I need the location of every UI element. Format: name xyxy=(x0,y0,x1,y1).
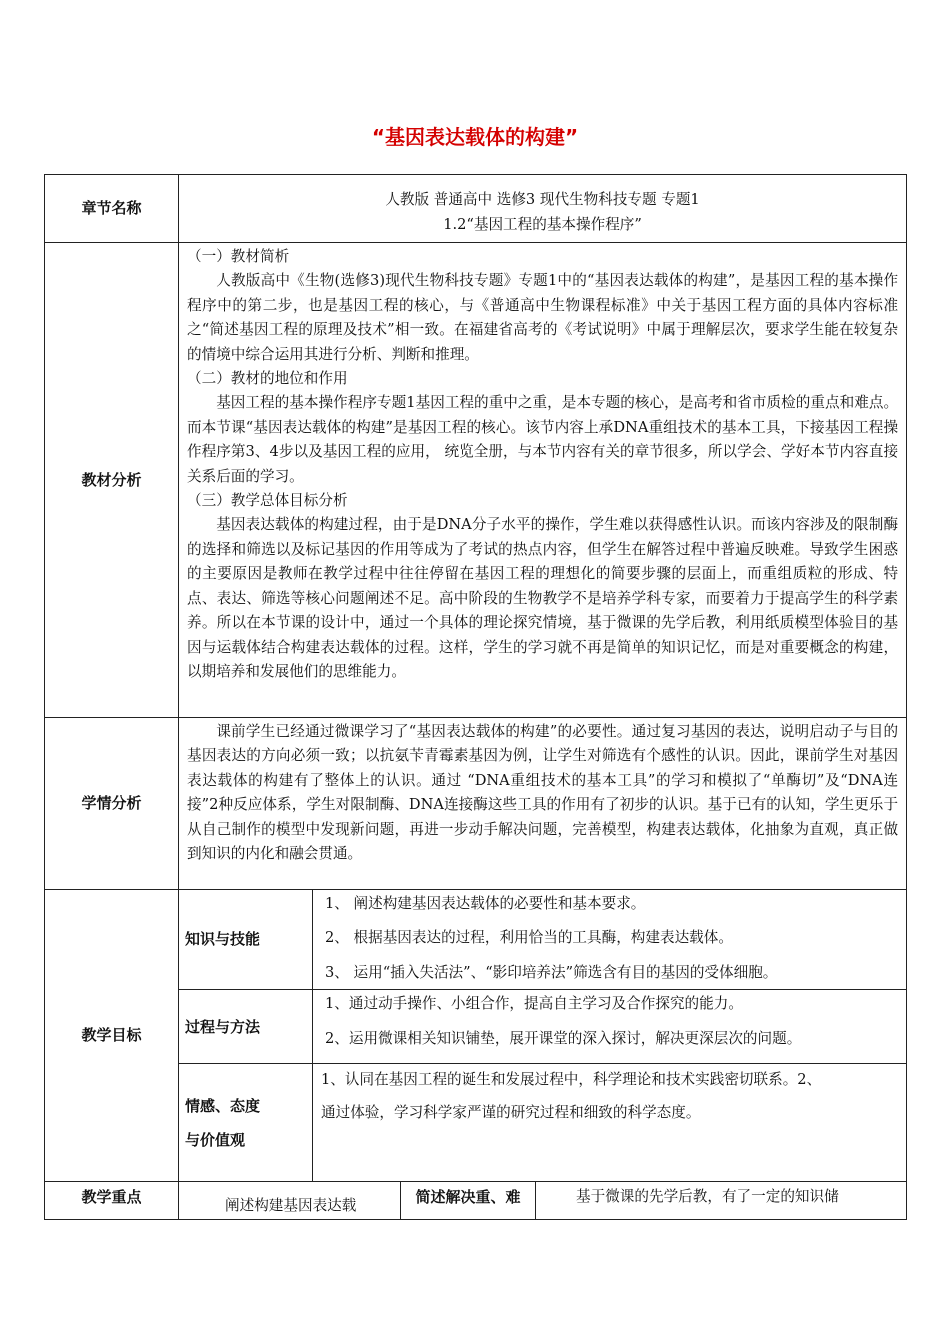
emotion-label-line-2: 与价值观 xyxy=(185,1130,246,1149)
document-title: “基因表达载体的构建” xyxy=(371,125,579,149)
process-item-1: 1、通过动手操作、小组合作，提高自主学习及合作探究的能力。 xyxy=(325,995,743,1013)
goals-knowledge-row xyxy=(45,890,907,990)
knowledge-item-1: 1、 阐述构建基因表达载体的必要性和基本要求。 xyxy=(325,895,646,912)
textbook-paragraph-1: 人教版高中《生物(选修3)现代生物科技专题》专题1中的“基因表达载体的构建”，是基因工程的基本操作程序中的第二步，也是基因工程的核心，与《普通高中生物课程标准》中关于基因工程方面的具体内容标准之“简述基因工程的原理及技术”相一致。在福建省高考的《考试说明》中属于理解层次，要求学生能在较复杂的情境中综合运用其进行分析、判断和推理。 xyxy=(187,272,899,363)
textbook-paragraph-3: 基因表达载体的构建过程，由于是DNA分子水平的操作，学生难以获得感性认识。而该内容涉及的限制酶的选择和筛选以及标记基因的作用等成为了考试的热点内容，但学生在解答过程中普遍反映难。导致学生困惑的主要原因是教师在教学过程中往往停留在基因工程的理想化的简要步骤的层面上，而重组质粒的形成、特点、表达、筛选等核心问题阐述不足。高中阶段的生物教学不是培养学科专家，而要着力于提高学生的科学素养。所以在本节课的设计中，通过一个具体的理论探究情境，基于微课的先学后教，利用纸质模型体验目的基因与运载体结合构建表达载体的过程。这样，学生的学习就不再是简单的知识记忆，而是对重要概念的构建，以期培养和发展他们的思维能力。 xyxy=(187,516,899,680)
lesson-plan-table xyxy=(44,174,907,1220)
emotion-label xyxy=(179,1064,313,1182)
process-item-2: 2、运用微课相关知识铺垫，展开课堂的深入探讨，解决更深层次的问题。 xyxy=(325,1029,802,1047)
solution-label: 简述解决重、难 xyxy=(401,1182,536,1220)
process-content xyxy=(313,990,907,1064)
chapter-label: 章节名称 xyxy=(45,175,179,243)
student-content xyxy=(179,718,907,890)
emotion-label-line-1: 情感、态度 xyxy=(185,1096,261,1115)
knowledge-item-2: 2、 根据基因表达的过程，利用恰当的工具酶，构建表达载体。 xyxy=(325,929,733,947)
textbook-paragraph-2: 基因工程的基本操作程序专题1基因工程的重中之重，是本专题的核心，是高考和省市质检的重点和难点。而本节课“基因表达载体的构建”是基因工程的核心。该节内容上承DNA重组技术的基本工具，下接基因工程操作程序第3、4步以及基因工程的应用， 统览全册，与本节内容有关的章节很多，所以学会、学好本节内容直接关系后面的学习。 xyxy=(187,394,899,485)
chapter-row xyxy=(45,175,907,243)
emotion-line-2: 通过体验，学习科学家严谨的研究过程和细致的科学态度。 xyxy=(321,1104,701,1122)
emotion-content xyxy=(313,1064,907,1182)
chapter-line-2: 1.2“基因工程的基本操作程序” xyxy=(443,215,642,233)
keypoint-row xyxy=(45,1182,907,1220)
textbook-heading-2: （二）教材的地位和作用 xyxy=(187,370,348,388)
knowledge-label: 知识与技能 xyxy=(179,890,313,990)
keypoint-content: 阐述构建基因表达载 xyxy=(179,1182,401,1220)
student-paragraph: 课前学生已经通过微课学习了“基因表达载体的构建”的必要性。通过复习基因的表达，说明启动子与目的基因表达的方向必须一致；以抗氨苄青霉素基因为例，让学生对筛选有个感性的认识。因此，课前学生对基因表达载体的构建有了整体上的认识。通过 “DNA重组技术的基本工具”的学习和模拟了“单酶切”及“DNA连接”2种反应体系，学生对限制酶、DNA连接酶这些工具的作用有了初步的认识。基于已有的认知，学生更乐于从自己制作的模型中发现新问题，再进一步动手解决问题，完善模型，构建表达载体，化抽象为直观，真正做到知识的内化和融会贯通。 xyxy=(187,723,899,863)
emotion-line-1: 1、认同在基因工程的诞生和发展过程中，科学理论和技术实践密切联系。2、 xyxy=(321,1071,822,1089)
textbook-heading-1: （一）教材简析 xyxy=(187,248,290,265)
goals-label: 教学目标 xyxy=(45,890,179,1182)
textbook-heading-3: （三）教学总体目标分析 xyxy=(187,492,348,510)
chapter-line-1: 人教版 普通高中 选修3 现代生物科技专题 专题1 xyxy=(385,191,700,209)
student-label: 学情分析 xyxy=(45,718,179,890)
textbook-label: 教材分析 xyxy=(45,243,179,718)
textbook-row xyxy=(45,243,907,718)
process-label: 过程与方法 xyxy=(179,990,313,1064)
textbook-content xyxy=(179,243,907,718)
student-row xyxy=(45,718,907,890)
solution-content: 基于微课的先学后教，有了一定的知识储 xyxy=(536,1182,907,1220)
keypoint-label: 教学重点 xyxy=(45,1182,179,1220)
knowledge-item-3: 3、 运用“插入失活法”、“影印培养法”筛选含有目的基因的受体细胞。 xyxy=(325,963,778,981)
knowledge-content xyxy=(313,890,907,990)
chapter-content xyxy=(179,175,907,243)
